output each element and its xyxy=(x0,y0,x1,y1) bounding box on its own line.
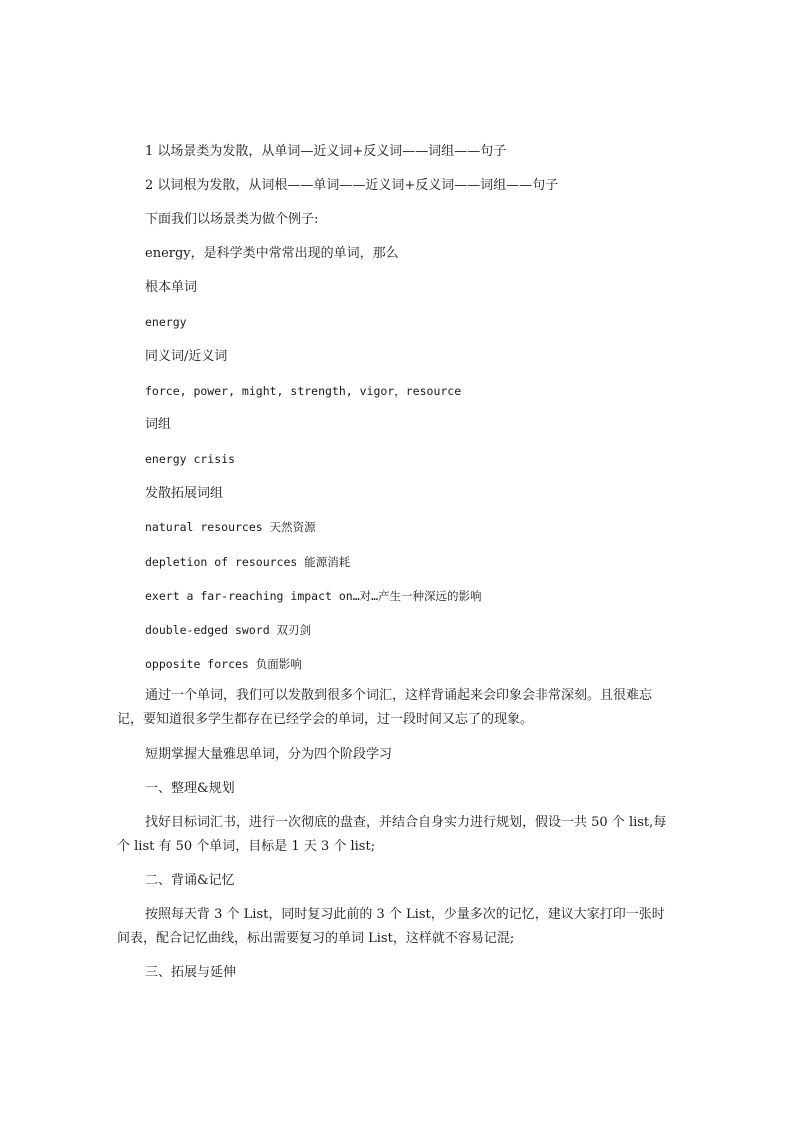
method-2-line: 2 以词根为发散，从词根——单词——近义词+反义词——词组——句子 xyxy=(145,178,559,193)
example-intro-line: 下面我们以场景类为做个例子: xyxy=(145,212,319,227)
phrase-exert-impact: exert a far-reaching impact on…对…产生一种深远的影响 xyxy=(145,589,482,603)
section-heading-3: 三、拓展与延伸 xyxy=(145,965,237,980)
phrase-heading: 词组 xyxy=(145,417,172,432)
phrase-double-edged-sword: double-edged sword 双刃剑 xyxy=(145,623,312,637)
method-1-line: 1 以场景类为发散，从单词—近义词+反义词——词组——句子 xyxy=(145,144,507,159)
energy-intro-line: energy，是科学类中常常出现的单词，那么 xyxy=(145,246,399,261)
section-heading-1: 一、整理&规划 xyxy=(145,781,235,796)
paragraph-summary: 通过一个单词，我们可以发散到很多个词汇，这样背诵起来会印象会非常深刻。且很难忘记，要知道很多学生都存在已经学会的单词，过一段时间又忘了的现象。 xyxy=(117,688,653,727)
base-word-value: energy xyxy=(145,315,187,329)
phrase-opposite-forces: opposite forces 负面影响 xyxy=(145,657,302,671)
section-heading-2: 二、背诵&记忆 xyxy=(145,873,235,888)
paragraph-four-stages: 短期掌握大量雅思单词，分为四个阶段学习 xyxy=(145,747,393,762)
base-word-heading: 根本单词 xyxy=(145,280,198,295)
phrase-depletion-of-resources: depletion of resources 能源消耗 xyxy=(145,555,351,569)
synonyms-value: force, power, might, strength, vigor，resource xyxy=(145,384,462,398)
phrase-value: energy crisis xyxy=(145,452,236,466)
phrase-natural-resources: natural resources 天然资源 xyxy=(145,520,316,534)
synonyms-heading: 同义词/近义词 xyxy=(145,349,228,364)
paragraph-stage-2: 按照每天背 3 个 List，同时复习此前的 3 个 List，少量多次的记忆，建议大家打印一张时间表，配合记忆曲线，标出需要复习的单词 List，这样就不容易记混; xyxy=(117,907,665,946)
extended-phrases-heading: 发散拓展词组 xyxy=(145,486,224,501)
paragraph-stage-1: 找好目标词汇书，进行一次彻底的盘查，并结合自身实力进行规划，假设一共 50 个 list,每个 list 有 50 个单词，目标是 1 天 3 个 list; xyxy=(117,815,667,854)
